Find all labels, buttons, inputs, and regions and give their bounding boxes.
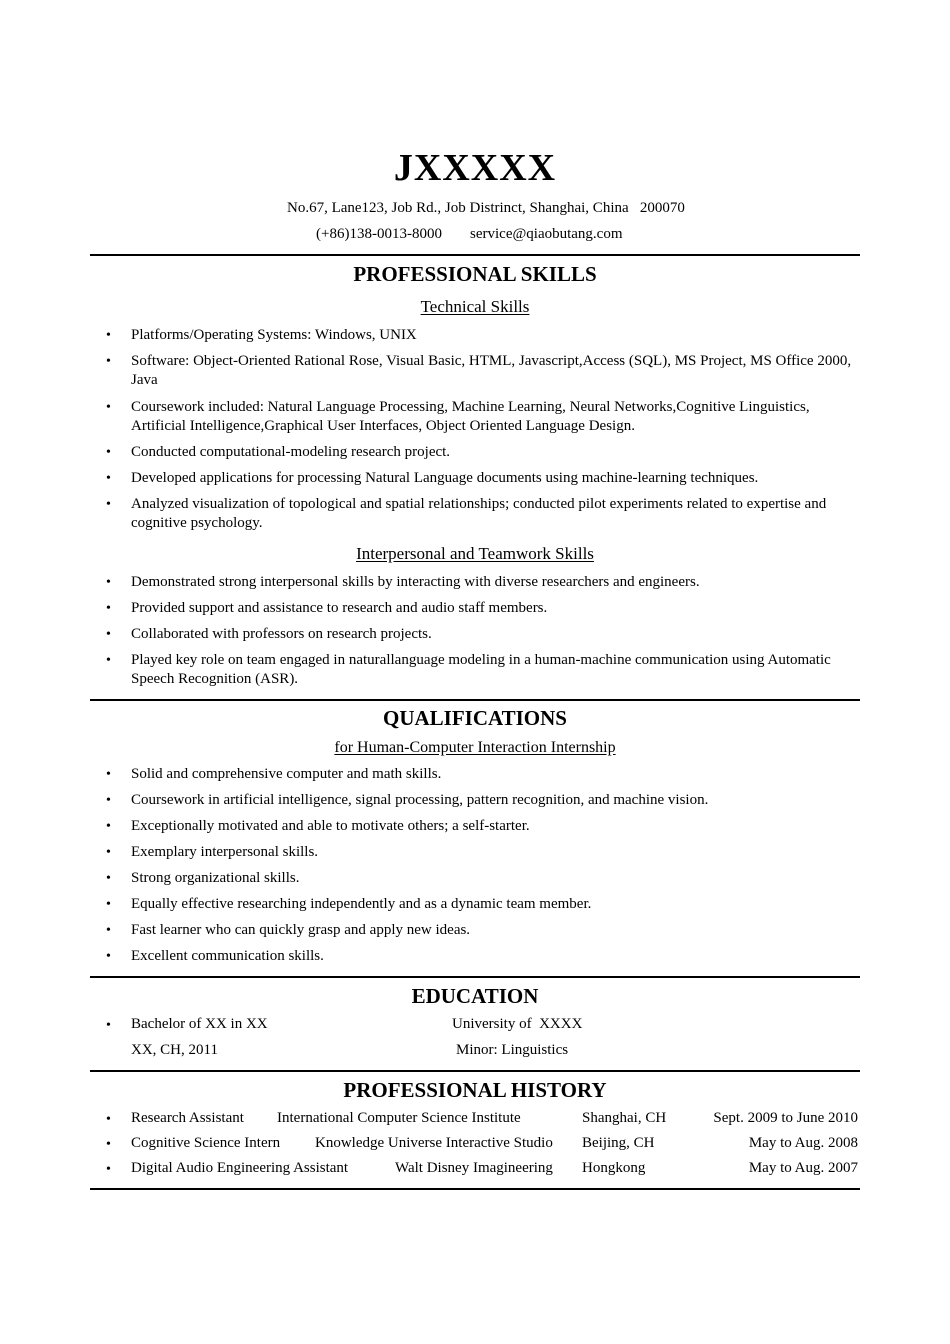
list-item: Exemplary interpersonal skills.: [131, 844, 319, 860]
bullet-icon: •: [106, 923, 111, 938]
bullet-icon: •: [106, 949, 111, 964]
bullet-icon: •: [106, 767, 111, 782]
history-role: Research Assistant: [131, 1110, 244, 1126]
section-divider: [90, 976, 860, 978]
history-dates: May to Aug. 2007: [748, 1160, 858, 1176]
minor: Minor: Linguistics: [456, 1042, 569, 1058]
university: University of XXXX: [452, 1016, 583, 1032]
bullet-icon: •: [106, 1162, 111, 1177]
list-item: Coursework in artificial intelligence, signal processing, pattern recognition, and machine vision.: [131, 792, 709, 808]
candidate-name: JXXXXX: [393, 147, 557, 189]
bullet-icon: •: [106, 497, 111, 512]
section-title-skills: PROFESSIONAL SKILLS: [353, 262, 597, 286]
address-line: No.67, Lane123, Job Rd., Job Distrinct, Shanghai, China 200070: [287, 200, 685, 216]
list-item: Conducted computational-modeling research project.: [131, 444, 451, 460]
phone-number: (+86)138-0013-8000: [316, 226, 442, 242]
list-item: Platforms/Operating Systems: Windows, UNIX: [131, 327, 417, 343]
list-item: Exceptionally motivated and able to motivate others; a self-starter.: [131, 818, 530, 834]
list-item: Analyzed visualization of topological and spatial relationships; conducted pilot experiments related to expertise and cognitive psychology.: [131, 496, 827, 531]
list-item: Equally effective researching independently and as a dynamic team member.: [131, 896, 592, 912]
history-dates: Sept. 2009 to June 2010: [713, 1110, 858, 1126]
section-divider: [90, 699, 860, 701]
history-organization: Knowledge Universe Interactive Studio: [315, 1135, 553, 1151]
history-role: Digital Audio Engineering Assistant: [131, 1160, 349, 1176]
history-role: Cognitive Science Intern: [131, 1135, 281, 1151]
bullet-icon: •: [106, 471, 111, 486]
subsection-title-technical: Technical Skills: [420, 297, 530, 316]
bullet-icon: •: [106, 871, 111, 886]
graduation-location-year: XX, CH, 2011: [131, 1042, 218, 1058]
list-item: Solid and comprehensive computer and math skills.: [131, 766, 442, 782]
list-item: Coursework included: Natural Language Processing, Machine Learning, Neural Networks,Cognitive Linguistics, Artificial Intelligence,Graphical User Interfaces, Object Oriented Language Design.: [131, 399, 810, 434]
list-item: Fast learner who can quickly grasp and apply new ideas.: [131, 922, 471, 938]
bullet-icon: •: [106, 601, 111, 616]
degree: Bachelor of XX in XX: [131, 1016, 268, 1032]
bullet-icon: •: [106, 653, 111, 668]
bullet-icon: •: [106, 897, 111, 912]
bullet-icon: •: [106, 328, 111, 343]
bullet-icon: •: [106, 400, 111, 415]
section-title-qualifications: QUALIFICATIONS: [383, 706, 567, 730]
bullet-icon: •: [106, 445, 111, 460]
section-divider: [90, 1188, 860, 1190]
bullet-icon: •: [106, 1112, 111, 1127]
history-organization: International Computer Science Institute: [277, 1110, 521, 1126]
bullet-icon: •: [106, 793, 111, 808]
subsection-title-interpersonal: Interpersonal and Teamwork Skills: [356, 544, 594, 563]
section-title-history: PROFESSIONAL HISTORY: [343, 1078, 607, 1102]
bullet-icon: •: [106, 354, 111, 369]
history-dates: May to Aug. 2008: [748, 1135, 858, 1151]
email-address: service@qiaobutang.com: [470, 226, 623, 242]
section-divider: [90, 254, 860, 256]
list-item: Software: Object-Oriented Rational Rose, Visual Basic, HTML, Javascript,Access (SQL), MS Project, MS Office 2000, Java: [131, 353, 852, 388]
list-item: Collaborated with professors on research projects.: [131, 626, 432, 642]
bullet-icon: •: [106, 1137, 111, 1152]
list-item: Demonstrated strong interpersonal skills by interacting with diverse researchers and engineers.: [131, 574, 700, 590]
bullet-icon: •: [106, 627, 111, 642]
history-location: Beijing, CH: [582, 1135, 655, 1151]
section-title-education: EDUCATION: [411, 984, 539, 1008]
bullet-icon: •: [106, 575, 111, 590]
history-organization: Walt Disney Imagineering: [395, 1160, 553, 1176]
list-item: Strong organizational skills.: [131, 870, 300, 886]
list-item: Played key role on team engaged in naturallanguage modeling in a human-machine communication using Automatic Speech Recognition (ASR).: [131, 652, 831, 687]
bullet-icon: •: [106, 819, 111, 834]
history-location: Shanghai, CH: [582, 1110, 667, 1126]
list-item: Provided support and assistance to research and audio staff members.: [131, 600, 548, 616]
history-location: Hongkong: [582, 1160, 646, 1176]
bullet-icon: •: [106, 1018, 111, 1033]
bullet-icon: •: [106, 845, 111, 860]
list-item: Excellent communication skills.: [131, 948, 324, 964]
subsection-title-qualifications: for Human-Computer Interaction Internship: [334, 739, 616, 756]
section-divider: [90, 1070, 860, 1072]
list-item: Developed applications for processing Natural Language documents using machine-learning techniques.: [131, 470, 759, 486]
